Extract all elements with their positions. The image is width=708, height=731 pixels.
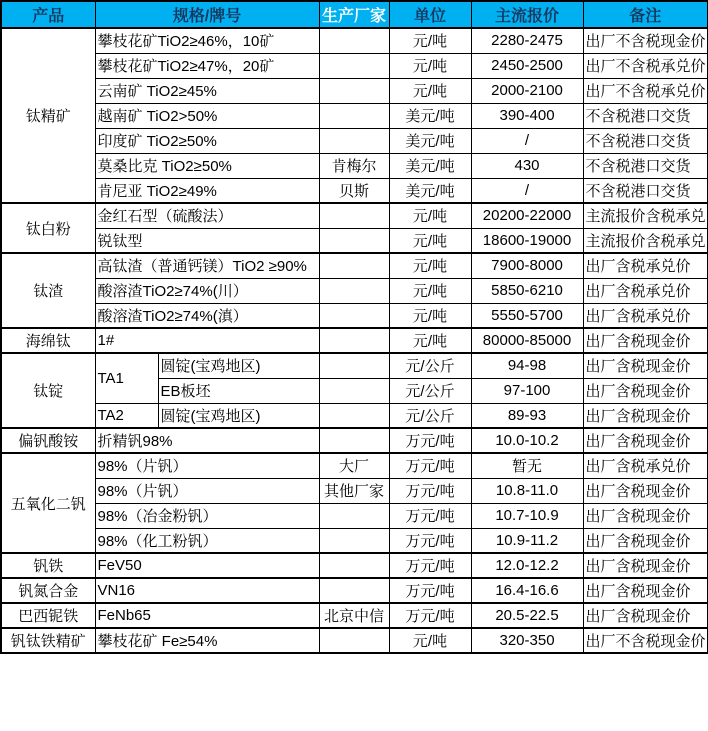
unit-cell: 元/吨 [389,628,471,653]
price-cell: 18600-19000 [471,228,583,253]
note-cell: 出厂含税承兑价 [583,303,708,328]
product-cell: 五氧化二钒 [1,453,95,553]
unit-cell: 万元/吨 [389,478,471,503]
spec-cell: 攀枝花矿TiO2≥46%，10矿 [95,28,319,53]
price-cell: 10.0-10.2 [471,428,583,453]
spec-cell: 酸溶渣TiO2≥74%(滇） [95,303,319,328]
price-cell: 320-350 [471,628,583,653]
note-cell: 出厂含税现金价 [583,603,708,628]
note-cell: 不含税港口交货 [583,178,708,203]
manufacturer-cell [319,553,389,578]
note-cell: 出厂不含税现金价 [583,628,708,653]
price-cell: 16.4-16.6 [471,578,583,603]
note-cell: 出厂不含税现金价 [583,28,708,53]
product-cell: 巴西铌铁 [1,603,95,628]
grade-cell: TA1 [95,353,158,403]
spec-cell: VN16 [95,578,319,603]
table-row [1,503,708,528]
note-cell: 出厂含税现金价 [583,578,708,603]
note-cell: 出厂含税现金价 [583,378,708,403]
manufacturer-cell [319,228,389,253]
price-cell: 10.8-11.0 [471,478,583,503]
unit-cell: 元/吨 [389,78,471,103]
manufacturer-cell [319,428,389,453]
spec-cell: FeNb65 [95,603,319,628]
manufacturer-cell [319,328,389,353]
manufacturer-cell [319,203,389,228]
unit-cell: 美元/吨 [389,128,471,153]
product-cell: 钒钛铁精矿 [1,628,95,653]
spec-cell: 1# [95,328,319,353]
price-cell: 5550-5700 [471,303,583,328]
header-spec: 规格/牌号 [95,1,319,28]
spec-cell: 98%（冶金粉钒） [95,503,319,528]
price-cell: 430 [471,153,583,178]
unit-cell: 元/吨 [389,278,471,303]
unit-cell: 元/吨 [389,303,471,328]
unit-cell: 美元/吨 [389,178,471,203]
price-cell: 80000-85000 [471,328,583,353]
manufacturer-cell: 贝斯 [319,178,389,203]
manufacturer-cell [319,578,389,603]
product-cell: 钒铁 [1,553,95,578]
spec-cell: 98%（化工粉钒） [95,528,319,553]
manufacturer-cell [319,28,389,53]
product-cell: 钛白粉 [1,203,95,253]
manufacturer-cell [319,353,389,378]
product-cell: 偏钒酸铵 [1,428,95,453]
price-cell: 2280-2475 [471,28,583,53]
price-cell: 390-400 [471,103,583,128]
note-cell: 出厂含税现金价 [583,503,708,528]
price-cell: 5850-6210 [471,278,583,303]
unit-cell: 元/吨 [389,53,471,78]
unit-cell: 万元/吨 [389,453,471,478]
note-cell: 不含税港口交货 [583,128,708,153]
spec-cell: 云南矿 TiO2≥45% [95,78,319,103]
table-row [1,628,708,653]
table-row [1,228,708,253]
spec-cell: 折精钒98% [95,428,319,453]
unit-cell: 元/吨 [389,203,471,228]
price-cell: 10.7-10.9 [471,503,583,528]
manufacturer-cell: 大厂 [319,453,389,478]
price-cell: 7900-8000 [471,253,583,278]
manufacturer-cell [319,78,389,103]
grade-cell: TA2 [95,403,158,428]
unit-cell: 元/公斤 [389,403,471,428]
manufacturer-cell [319,628,389,653]
spec-cell: 高钛渣（普通钙镁）TiO2 ≥90% [95,253,319,278]
table-row [1,128,708,153]
table-row [1,578,708,603]
unit-cell: 万元/吨 [389,503,471,528]
product-cell: 钛精矿 [1,28,95,203]
note-cell: 出厂含税现金价 [583,553,708,578]
price-cell: 94-98 [471,353,583,378]
table-row [1,453,708,478]
table-row [1,203,708,228]
note-cell: 出厂含税现金价 [583,478,708,503]
header-note: 备注 [583,1,708,28]
price-cell: 97-100 [471,378,583,403]
spec-cell: 酸溶渣TiO2≥74%(川） [95,278,319,303]
spec-cell: 圆锭(宝鸡地区) [158,403,319,428]
price-cell: 89-93 [471,403,583,428]
note-cell: 不含税港口交货 [583,153,708,178]
table-row [1,603,708,628]
header-unit: 单位 [389,1,471,28]
price-cell: 2000-2100 [471,78,583,103]
spec-cell: 攀枝花矿 Fe≥54% [95,628,319,653]
spec-cell: EB板坯 [158,378,319,403]
unit-cell: 元/吨 [389,253,471,278]
table-row [1,553,708,578]
table-row [1,403,708,428]
spec-cell: 印度矿 TiO2≥50% [95,128,319,153]
spec-cell: 98%（片钒） [95,453,319,478]
note-cell: 出厂含税现金价 [583,428,708,453]
note-cell: 出厂含税现金价 [583,403,708,428]
table-row [1,153,708,178]
spec-cell: 越南矿 TiO2>50% [95,103,319,128]
table-row [1,178,708,203]
price-cell: 20200-22000 [471,203,583,228]
note-cell: 主流报价含税承兑 [583,203,708,228]
manufacturer-cell: 北京中信 [319,603,389,628]
table-row [1,328,708,353]
spec-cell: 金红石型（硫酸法） [95,203,319,228]
note-cell: 出厂含税承兑价 [583,253,708,278]
unit-cell: 元/吨 [389,28,471,53]
price-cell: 12.0-12.2 [471,553,583,578]
price-cell: / [471,178,583,203]
spec-cell: 攀枝花矿TiO2≥47%，20矿 [95,53,319,78]
unit-cell: 元/吨 [389,328,471,353]
manufacturer-cell [319,128,389,153]
manufacturer-cell [319,53,389,78]
unit-cell: 美元/吨 [389,103,471,128]
manufacturer-cell: 其他厂家 [319,478,389,503]
spec-cell: 锐钛型 [95,228,319,253]
note-cell: 出厂含税现金价 [583,353,708,378]
price-cell: 10.9-11.2 [471,528,583,553]
price-cell: 暂无 [471,453,583,478]
price-cell: 20.5-22.5 [471,603,583,628]
unit-cell: 万元/吨 [389,553,471,578]
table-row [1,53,708,78]
table-body [1,28,708,653]
manufacturer-cell: 肯梅尔 [319,153,389,178]
table-row [1,78,708,103]
note-cell: 不含税港口交货 [583,103,708,128]
product-cell: 钛锭 [1,353,95,428]
header-manufacturer: 生产厂家 [319,1,389,28]
manufacturer-cell [319,378,389,403]
header-price: 主流报价 [471,1,583,28]
table-row [1,28,708,53]
unit-cell: 元/公斤 [389,353,471,378]
note-cell: 出厂含税承兑价 [583,453,708,478]
table-header-row [1,1,708,28]
table-row [1,253,708,278]
table-row [1,478,708,503]
spec-cell: 98%（片钒） [95,478,319,503]
unit-cell: 万元/吨 [389,578,471,603]
spec-cell: FeV50 [95,553,319,578]
manufacturer-cell [319,103,389,128]
note-cell: 出厂不含税承兑价 [583,53,708,78]
table-row [1,303,708,328]
manufacturer-cell [319,403,389,428]
unit-cell: 元/公斤 [389,378,471,403]
spec-cell: 圆锭(宝鸡地区) [158,353,319,378]
note-cell: 出厂含税承兑价 [583,278,708,303]
note-cell: 出厂不含税承兑价 [583,78,708,103]
manufacturer-cell [319,303,389,328]
note-cell: 主流报价含税承兑 [583,228,708,253]
unit-cell: 万元/吨 [389,603,471,628]
unit-cell: 美元/吨 [389,153,471,178]
unit-cell: 万元/吨 [389,428,471,453]
unit-cell: 元/吨 [389,228,471,253]
price-cell: / [471,128,583,153]
table-row [1,103,708,128]
table-row [1,353,708,378]
manufacturer-cell [319,503,389,528]
spec-cell: 肯尼亚 TiO2≥49% [95,178,319,203]
note-cell: 出厂含税现金价 [583,328,708,353]
price-cell: 2450-2500 [471,53,583,78]
product-cell: 钒氮合金 [1,578,95,603]
unit-cell: 万元/吨 [389,528,471,553]
table-row [1,278,708,303]
table-row [1,528,708,553]
note-cell: 出厂含税现金价 [583,528,708,553]
product-cell: 钛渣 [1,253,95,328]
header-product: 产品 [1,1,95,28]
manufacturer-cell [319,528,389,553]
manufacturer-cell [319,278,389,303]
spec-cell: 莫桑比克 TiO2≥50% [95,153,319,178]
manufacturer-cell [319,253,389,278]
product-cell: 海绵钛 [1,328,95,353]
table-row [1,428,708,453]
